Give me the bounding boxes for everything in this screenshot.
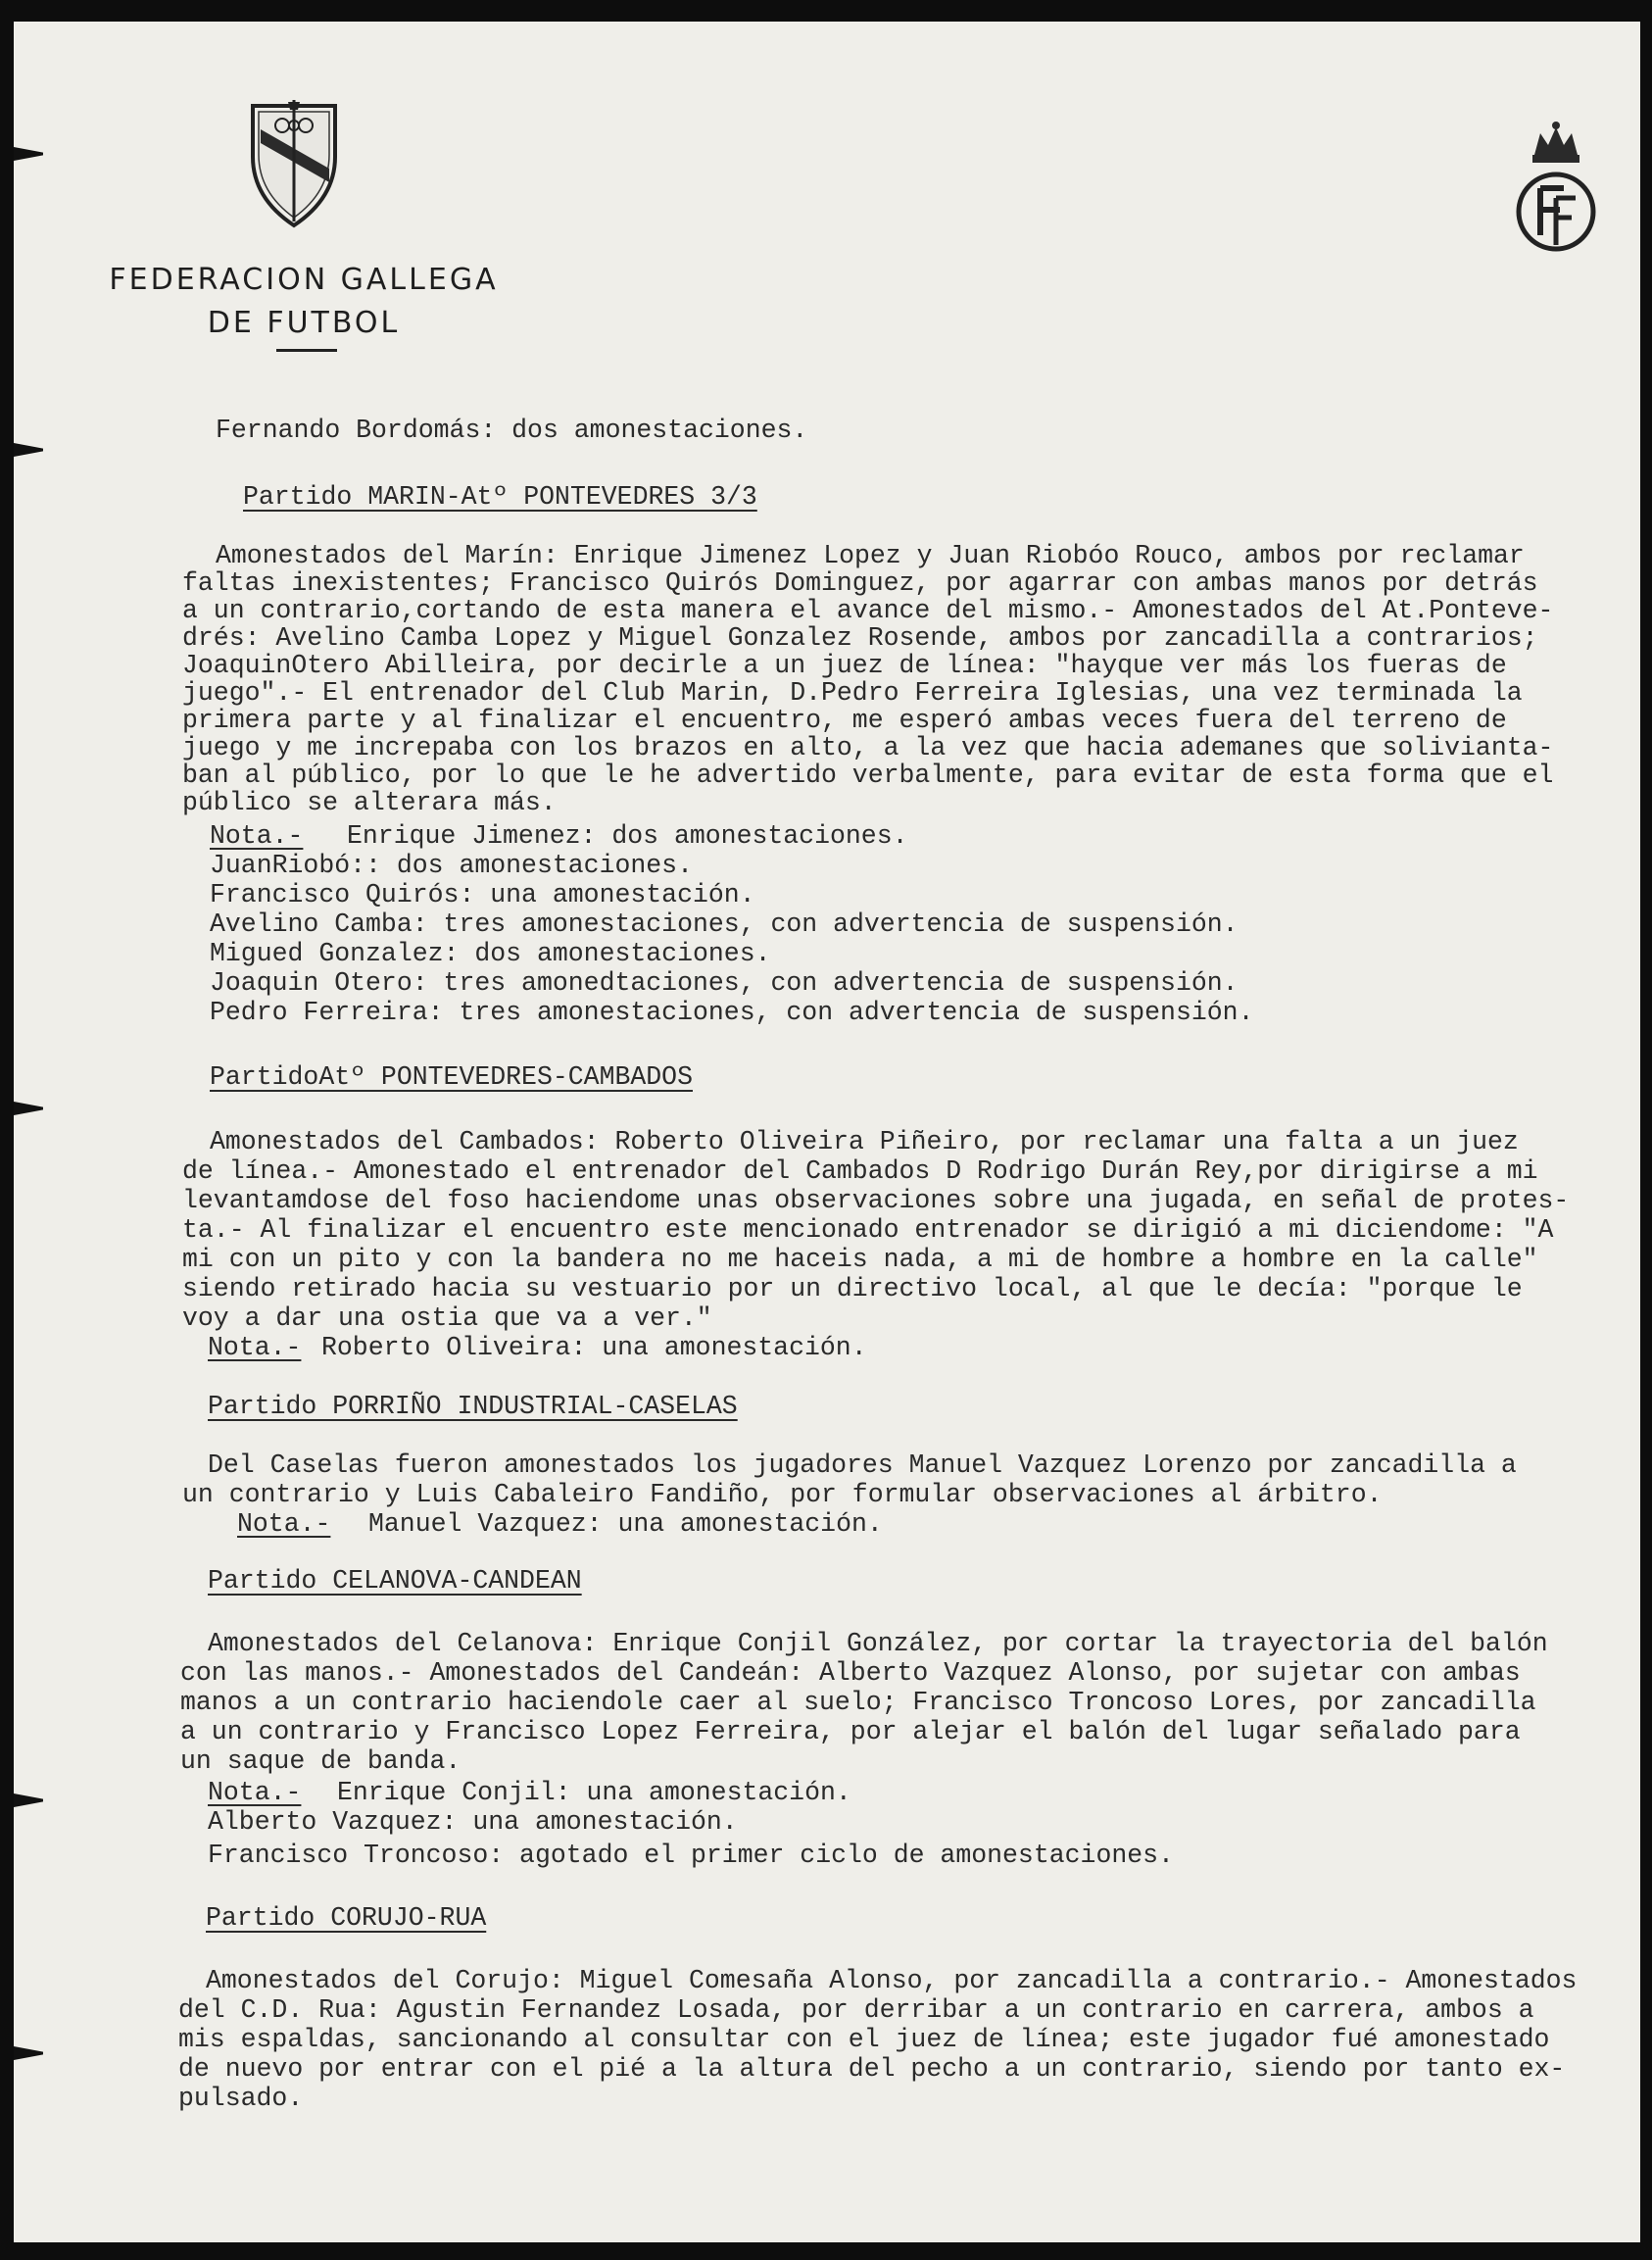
text-line: mis espaldas, sancionando al consultar con el juez de línea; este jugador fué amonestado (178, 2025, 1550, 2054)
note-line: Migued Gonzalez: dos amonestaciones. (210, 939, 771, 968)
text-line: Amonestados del Cambados: Roberto Oliveira Piñeiro, por reclamar una falta a un juez (210, 1127, 1519, 1156)
text-line: manos a un contrario haciendole caer al suelo; Francisco Troncoso Lores, por zancadilla (180, 1688, 1536, 1717)
text-line: levantamdose del foso haciendome unas observaciones sobre una jugada, en señal de protes- (182, 1186, 1570, 1215)
note-line: Enrique Conjil: una amonestación. (337, 1778, 851, 1807)
text-line: de nuevo por entrar con el pié a la altura del pecho a un contrario, siendo por tanto ex- (178, 2054, 1566, 2084)
text-line: público se alterara más. (182, 788, 557, 817)
text-line: siendo retirado hacia su vestuario por un directivo local, al que le decía: "porque le (182, 1274, 1523, 1303)
note-line: Francisco Troncoso: agotado el primer ciclo de amonestaciones. (208, 1841, 1174, 1870)
text-line: Del Caselas fueron amonestados los jugadores Manuel Vazquez Lorenzo por zancadilla a (208, 1450, 1517, 1480)
nota-label: Nota.- (208, 1333, 302, 1362)
text-line: primera parte y al finalizar el encuentro, me esperó ambas veces fuera del terreno de (182, 706, 1507, 735)
nota-label: Nota.- (237, 1509, 331, 1539)
letterhead-line-2: DE FUTBOL (207, 306, 401, 340)
note-line: Pedro Ferreira: tres amonestaciones, con advertencia de suspensión. (210, 998, 1254, 1027)
match-heading: PartidoAtº PONTEVEDRES-CAMBADOS (210, 1062, 693, 1092)
text-line: drés: Avelino Camba Lopez y Miguel Gonzalez Rosende, ambos por zancadilla a contrarios; (182, 623, 1538, 653)
text-line: ban al público, por lo que le he advertido verbalmente, para evitar de esta forma que el (182, 761, 1554, 790)
note-line: Enrique Jimenez: dos amonestaciones. (347, 821, 908, 851)
note-line: Avelino Camba: tres amonestaciones, con advertencia de suspensión. (210, 909, 1239, 939)
match-heading: Partido MARIN-Atº PONTEVEDRES 3/3 (243, 482, 757, 512)
nota-label: Nota.- (208, 1778, 302, 1807)
text-line: mi con un pito y con la bandera no me haceis nada, a mi de hombre a hombre en la calle" (182, 1245, 1538, 1274)
text-line: juego".- El entrenador del Club Marin, D.Pedro Ferreira Iglesias, una vez terminada la (182, 678, 1523, 708)
note-line: Francisco Quirós: una amonestación. (210, 880, 755, 909)
text-line: voy a dar una ostia que va a ver." (182, 1303, 712, 1333)
text-line: faltas inexistentes; Francisco Quirós Dominguez, por agarrar con ambas manos por detrás (182, 568, 1538, 598)
text-line: Amonestados del Corujo: Miguel Comesaña Alonso, por zancadilla a contrario.- Amonestados (206, 1966, 1578, 1995)
text-line: JoaquinOtero Abilleira, por decirle a un juez de línea: "hayque ver más los fueras de (182, 651, 1507, 680)
text-line: juego y me increpaba con los brazos en alto, a la vez que hacia ademanes que solivianta- (182, 733, 1554, 762)
text-line: del C.D. Rua: Agustin Fernandez Losada, por derribar a un contrario en carrera, ambos a (178, 1995, 1534, 2025)
text-line: ta.- Al finalizar el encuentro este mencionado entrenador se dirigió a mi diciendome: "A (182, 1215, 1554, 1245)
note-line: Joaquin Otero: tres amonedtaciones, con advertencia de suspensión. (210, 968, 1239, 998)
text-line: un contrario y Luis Cabaleiro Fandiño, por formular observaciones al árbitro. (182, 1480, 1383, 1509)
text-line: Amonestados del Celanova: Enrique Conjil González, por cortar la trayectoria del balón (208, 1629, 1548, 1658)
text-line: pulsado. (178, 2084, 304, 2113)
note-line: Manuel Vazquez: una amonestación. (368, 1509, 883, 1539)
text-line: de línea.- Amonestado el entrenador del Cambados D Rodrigo Durán Rey,por dirigirse a mi (182, 1156, 1538, 1186)
text-line: Amonestados del Marín: Enrique Jimenez Lopez y Juan Riobóo Rouco, ambos por reclamar (216, 541, 1525, 570)
document-page (14, 22, 1640, 2242)
text-line: a un contrario,cortando de esta manera el avance del mismo.- Amonestados del At.Ponteve- (182, 596, 1554, 625)
nota-label: Nota.- (210, 821, 304, 851)
text-line: con las manos.- Amonestados del Candeán: Alberto Vazquez Alonso, por sujetar con ambas (180, 1658, 1521, 1688)
match-heading: Partido CORUJO-RUA (206, 1903, 487, 1933)
text-line: un saque de banda. (180, 1746, 462, 1776)
letterhead-line-1: FEDERACION GALLEGA (109, 263, 499, 297)
note-line: Alberto Vazquez: una amonestación. (208, 1807, 738, 1837)
document-body (14, 22, 1640, 2242)
note-line: Roberto Oliveira: una amonestación. (321, 1333, 867, 1362)
text-line: a un contrario y Francisco Lopez Ferreira, por alejar el balón del lugar señalado para (180, 1717, 1521, 1746)
match-heading: Partido PORRIÑO INDUSTRIAL-CASELAS (208, 1392, 738, 1421)
match-heading: Partido CELANOVA-CANDEAN (208, 1566, 582, 1596)
note-line: JuanRiobó:: dos amonestaciones. (210, 851, 693, 880)
intro-line: Fernando Bordomás: dos amonestaciones. (216, 416, 808, 445)
